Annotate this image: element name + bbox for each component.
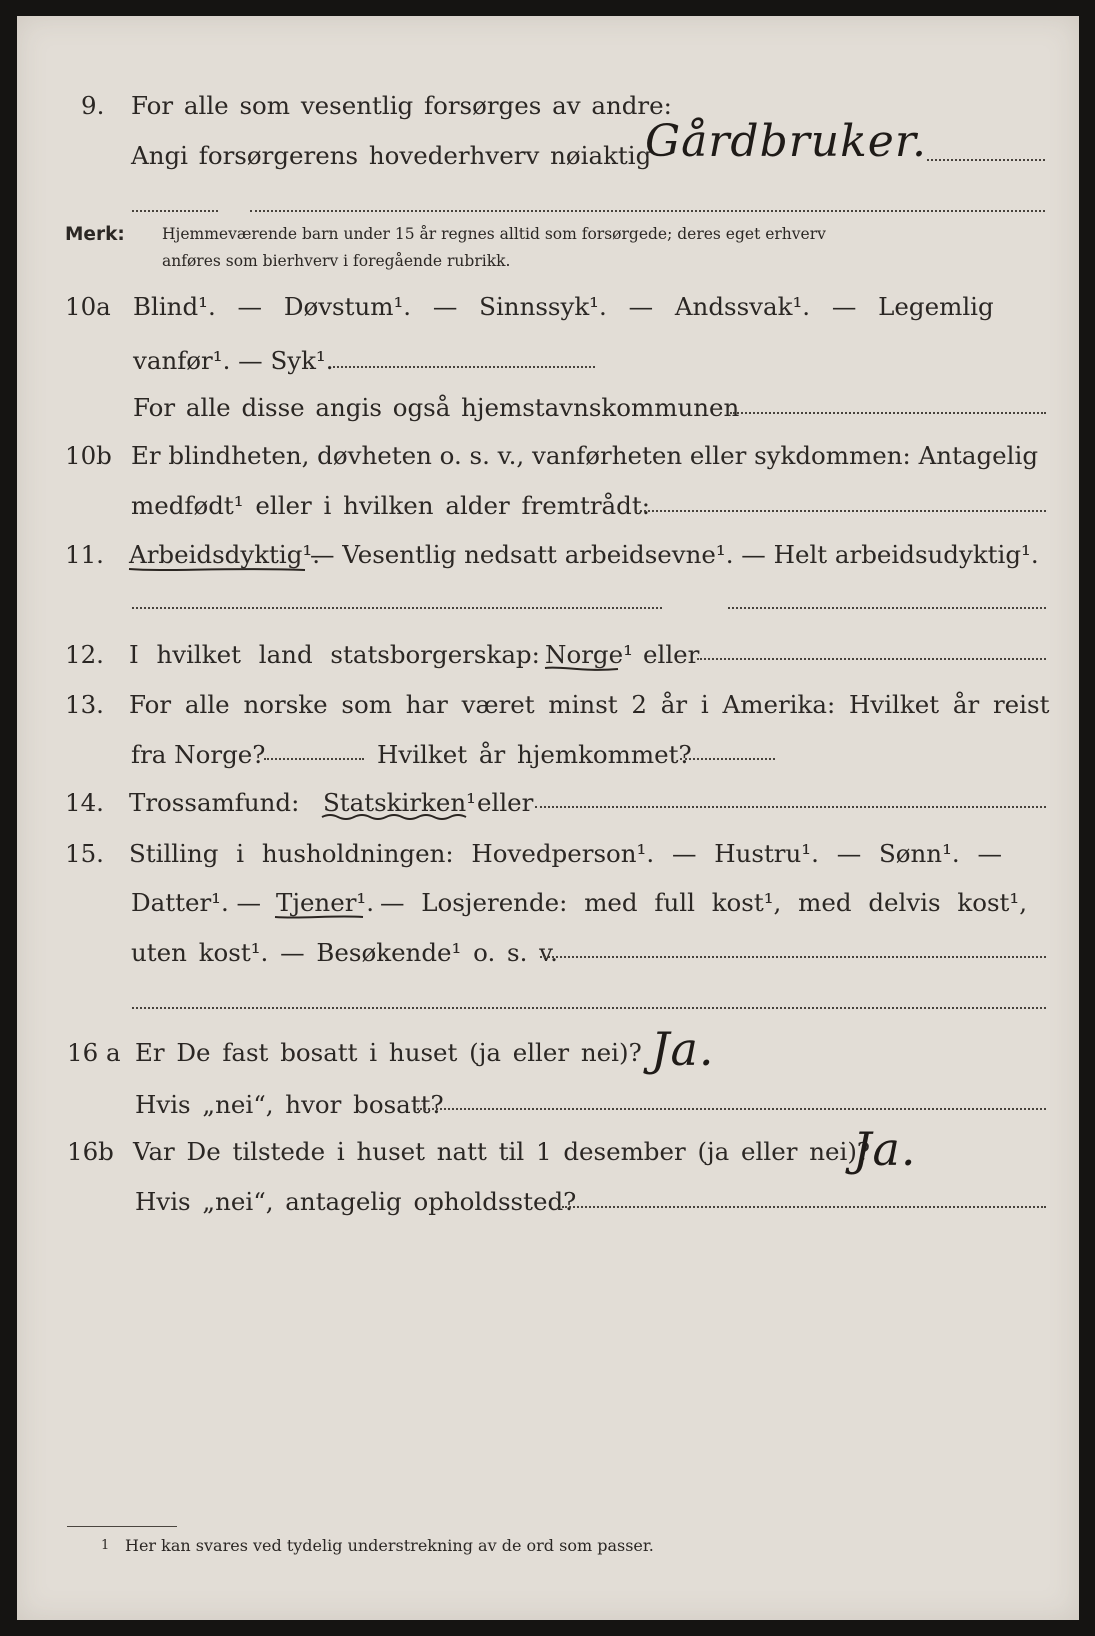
q9-handwritten-answer: Gårdbruker. — [645, 116, 928, 167]
census-form-page — [17, 16, 1079, 1620]
q13-line1: For alle norske som har været minst 2 år i Amerika: Hvilket år reist — [129, 690, 1050, 719]
q9-number: 9. — [81, 91, 105, 120]
q14-number: 14. — [65, 788, 104, 817]
q13-line2b: Hvilket år hjemkommet? — [377, 740, 692, 769]
q9-line2: Angi forsørgerens hovederhverv nøiaktig — [131, 141, 652, 170]
q16b-location-line — [562, 1206, 1046, 1208]
q15-underline — [273, 912, 365, 922]
q16b-handwritten-answer: Ja. — [853, 1122, 917, 1176]
footnote-rule — [67, 1526, 177, 1527]
q16a-handwritten-answer: Ja. — [651, 1022, 715, 1076]
footnote-text: Her kan svares ved tydelig understrekning av de ord som passer. — [125, 1536, 654, 1555]
q12-post: eller — [643, 640, 700, 669]
q10b-age-line — [635, 510, 1046, 512]
q16b-line1: Var De tilstede i huset natt til 1 desember (ja eller nei)? — [133, 1137, 871, 1166]
q14-pre: Trossamfund: — [129, 788, 300, 817]
q10b-line1: Er blindheten, døvheten o. s. v., vanførheten eller sykdommen: Antagelig — [131, 441, 1039, 470]
q16a-number: 16 a — [67, 1038, 121, 1067]
q9-line1: For alle som vesentlig forsørges av andre: — [131, 91, 672, 120]
q16a-line2: Hvis „nei“, hvor bosatt? — [135, 1090, 444, 1119]
q13-line2a: fra Norge? — [131, 740, 266, 769]
q13-number: 13. — [65, 690, 104, 719]
q9-blank-line-b — [250, 210, 1045, 212]
q15-line2a: Datter¹. — — [131, 888, 262, 917]
q16b-number: 16b — [67, 1137, 114, 1166]
merk-line2: anføres som bierhverv i foregående rubrikk. — [162, 252, 511, 270]
q10a-number: 10a — [65, 292, 111, 321]
q15-line3: uten kost¹. — Besøkende¹ o. s. v. — [131, 938, 558, 967]
q10a-sick-line — [333, 366, 595, 368]
q15-line1: Stilling i husholdningen: Hovedperson¹. — Hustru¹. — Sønn¹. — — [129, 839, 1002, 868]
q11-option-arbeidsdyktig: Arbeidsdyktig¹. — [129, 540, 321, 569]
q14-option-statskirken: Statskirken¹ — [323, 788, 476, 817]
q16a-line1: Er De fast bosatt i huset (ja eller nei)? — [135, 1038, 642, 1067]
q13-return-line — [680, 758, 775, 760]
q15-number: 15. — [65, 839, 104, 868]
q10b-line2: medfødt¹ eller i hvilken alder fremtrådt: — [131, 491, 650, 520]
q16a-residence-line — [417, 1108, 1046, 1110]
q14-answer-line — [535, 806, 1046, 808]
q11-blank-line-a — [132, 607, 662, 609]
q10b-number: 10b — [65, 441, 112, 470]
q10a-municipality-line — [730, 412, 1046, 414]
q13-departure-line — [264, 758, 364, 760]
q10a-line3: For alle disse angis også hjemstavnskommunen — [133, 393, 740, 422]
q15-answer-line — [540, 956, 1046, 958]
merk-label: Merk: — [65, 224, 125, 245]
q15-blank-line — [132, 1007, 1046, 1009]
q11-underline — [127, 564, 309, 574]
q11-rest: — Vesentlig nedsatt arbeidsevne¹. — Helt arbeidsudyktig¹. — [310, 540, 1039, 569]
q12-option-norge: Norge¹ — [545, 640, 633, 669]
q9-blank-line-a — [132, 210, 218, 212]
merk-line1: Hjemmeværende barn under 15 år regnes alltid som forsørgede; deres eget erhverv — [162, 225, 826, 243]
q11-blank-line-b — [728, 607, 1046, 609]
q12-underline — [543, 664, 621, 674]
footnote-mark: 1 — [101, 1538, 110, 1553]
q9-answer-line — [927, 159, 1045, 161]
q11-number: 11. — [65, 540, 104, 569]
q10a-line1: Blind¹. — Døvstum¹. — Sinnssyk¹. — Andssvak¹. — Legemlig — [133, 292, 994, 321]
q12-number: 12. — [65, 640, 104, 669]
q14-post: eller — [477, 788, 534, 817]
q10a-line2: vanfør¹. — Syk¹. — [133, 346, 334, 375]
q12-pre: I hvilket land statsborgerskap: — [129, 640, 540, 669]
q14-underline — [320, 812, 468, 822]
q12-answer-line — [697, 658, 1046, 660]
q15-option-tjener: Tjener¹. — [276, 888, 375, 917]
q15-line2b: — Losjerende: med full kost¹, med delvis kost¹, — [380, 888, 1027, 917]
q16b-line2: Hvis „nei“, antagelig opholdssted? — [135, 1187, 577, 1216]
